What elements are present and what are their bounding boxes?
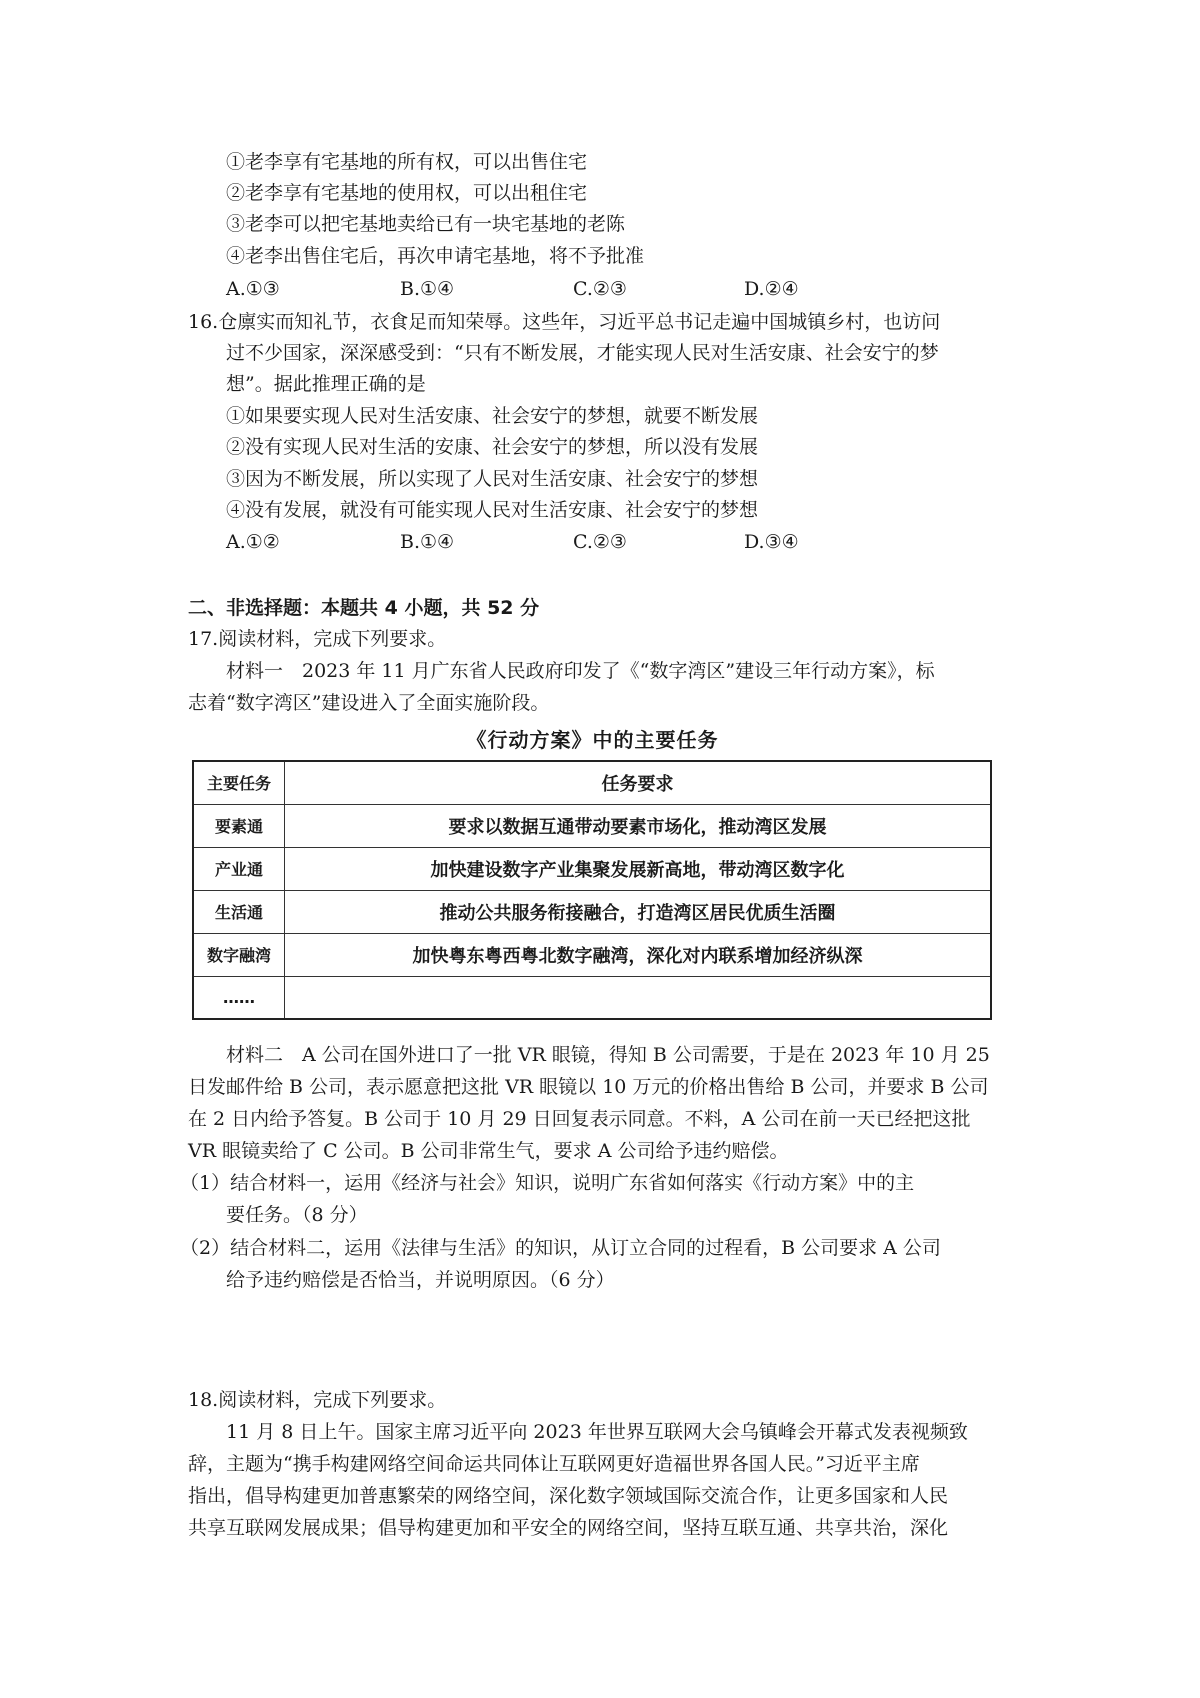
q17-question-2-line-1: （2）结合材料二，运用《法律与生活》的知识，从订立合同的过程看，B 公司要求 A 公司 [180,1237,941,1259]
table-cell-requirement: 加快建设数字产业集聚发展新高地，带动湾区数字化 [285,847,992,890]
table-cell-task: 生活通 [193,890,285,933]
table-row [193,890,991,933]
q16-statement-2: ②没有实现人民对生活的安康、社会安宁的梦想，所以没有发展 [226,436,759,458]
q15-statement-1: ①老李享有宅基地的所有权，可以出售住宅 [226,151,588,173]
q15-option-b: B.①④ [400,278,455,300]
table-cell-task: 产业通 [193,847,285,890]
table-row [193,847,991,890]
table-cell-requirement: 推动公共服务衔接融合，打造湾区居民优质生活圈 [285,890,992,933]
q15-option-c: C.②③ [573,278,627,300]
q15-option-d: D.②④ [744,278,799,300]
q17-material1-line-1: 材料一 2023 年 11 月广东省人民政府印发了《“数字湾区”建设三年行动方案》，标 [226,660,935,682]
q15-option-a: A.①③ [226,278,280,300]
table-cell-task: 要素通 [193,804,285,847]
q16-option-b: B.①④ [400,531,455,553]
table-header-row [193,761,991,804]
q16-stem-line-1: 16.仓廪实而知礼节，衣食足而知荣辱。这些年，习近平总书记走遍中国城镇乡村，也访问 [188,311,941,333]
table-cell-task: …… [193,976,285,1019]
q15-statement-2: ②老李享有宅基地的使用权，可以出租住宅 [226,182,588,204]
q17-question-2-line-2: 给予违约赔偿是否恰当，并说明原因。（6 分） [226,1269,615,1291]
table-cell-requirement: 加快粤东粤西粤北数字融湾，深化对内联系增加经济纵深 [285,933,992,976]
q16-stem-line-3: 想”。据此推理正确的是 [226,373,426,395]
q16-statement-3: ③因为不断发展，所以实现了人民对生活安康、社会安宁的梦想 [226,468,759,490]
q18-line-4: 共享互联网发展成果；倡导构建更加和平安全的网络空间，坚持互联互通、共享共治，深化 [188,1517,949,1539]
q15-statement-3: ③老李可以把宅基地卖给已有一块宅基地的老陈 [226,213,626,235]
table-row [193,804,991,847]
q17-material2-line-3: 在 2 日内给予答复。B 公司于 10 月 29 日回复表示同意。不料，A 公司在前一天已经把这批 [188,1108,971,1130]
tasks-table [192,760,992,1020]
table-header-task: 主要任务 [193,761,285,804]
q17-material1-line-2: 志着“数字湾区”建设进入了全面实施阶段。 [188,692,550,714]
table-title: 《行动方案》中的主要任务 [466,728,719,752]
q15-statement-4: ④老李出售住宅后，再次申请宅基地，将不予批准 [226,245,645,267]
q16-stem-line-2: 过不少国家，深深感受到：“只有不断发展，才能实现人民对生活安康、社会安宁的梦 [226,342,939,364]
q17-material2-line-1: 材料二 A 公司在国外进口了一批 VR 眼镜，得知 B 公司需要，于是在 2023 年 10 月 25 [226,1044,990,1066]
q16-statement-4: ④没有发展，就没有可能实现人民对生活安康、社会安宁的梦想 [226,499,759,521]
q17-intro: 17.阅读材料，完成下列要求。 [188,628,447,650]
section-2-title: 二、非选择题：本题共 4 小题，共 52 分 [188,597,540,619]
q18-line-2: 辞，主题为“携手构建网络空间命运共同体让互联网更好造福世界各国人民。”习近平主席 [188,1453,920,1475]
table-header-requirement: 任务要求 [285,761,992,804]
table-row [193,976,991,1019]
q16-option-d: D.③④ [744,531,799,553]
q16-option-c: C.②③ [573,531,627,553]
table-cell-task: 数字融湾 [193,933,285,976]
q18-line-1: 11 月 8 日上午。国家主席习近平向 2023 年世界互联网大会乌镇峰会开幕式发表视频致 [226,1421,968,1443]
q17-material2-line-4: VR 眼镜卖给了 C 公司。B 公司非常生气，要求 A 公司给予违约赔偿。 [188,1140,789,1162]
q18-intro: 18.阅读材料，完成下列要求。 [188,1389,447,1411]
q17-question-1-line-2: 要任务。（8 分） [226,1204,368,1226]
table-cell-requirement: 要求以数据互通带动要素市场化，推动湾区发展 [285,804,992,847]
table-cell-requirement [285,976,992,1019]
table-row [193,933,991,976]
q18-line-3: 指出，倡导构建更加普惠繁荣的网络空间，深化数字领域国际交流合作，让更多国家和人民 [188,1485,949,1507]
q16-option-a: A.①② [226,531,280,553]
q17-material2-line-2: 日发邮件给 B 公司，表示愿意把这批 VR 眼镜以 10 万元的价格出售给 B 公司，并要求 B 公司 [188,1076,989,1098]
q16-statement-1: ①如果要实现人民对生活安康、社会安宁的梦想，就要不断发展 [226,405,759,427]
q17-question-1-line-1: （1）结合材料一，运用《经济与社会》知识，说明广东省如何落实《行动方案》中的主 [180,1172,915,1194]
